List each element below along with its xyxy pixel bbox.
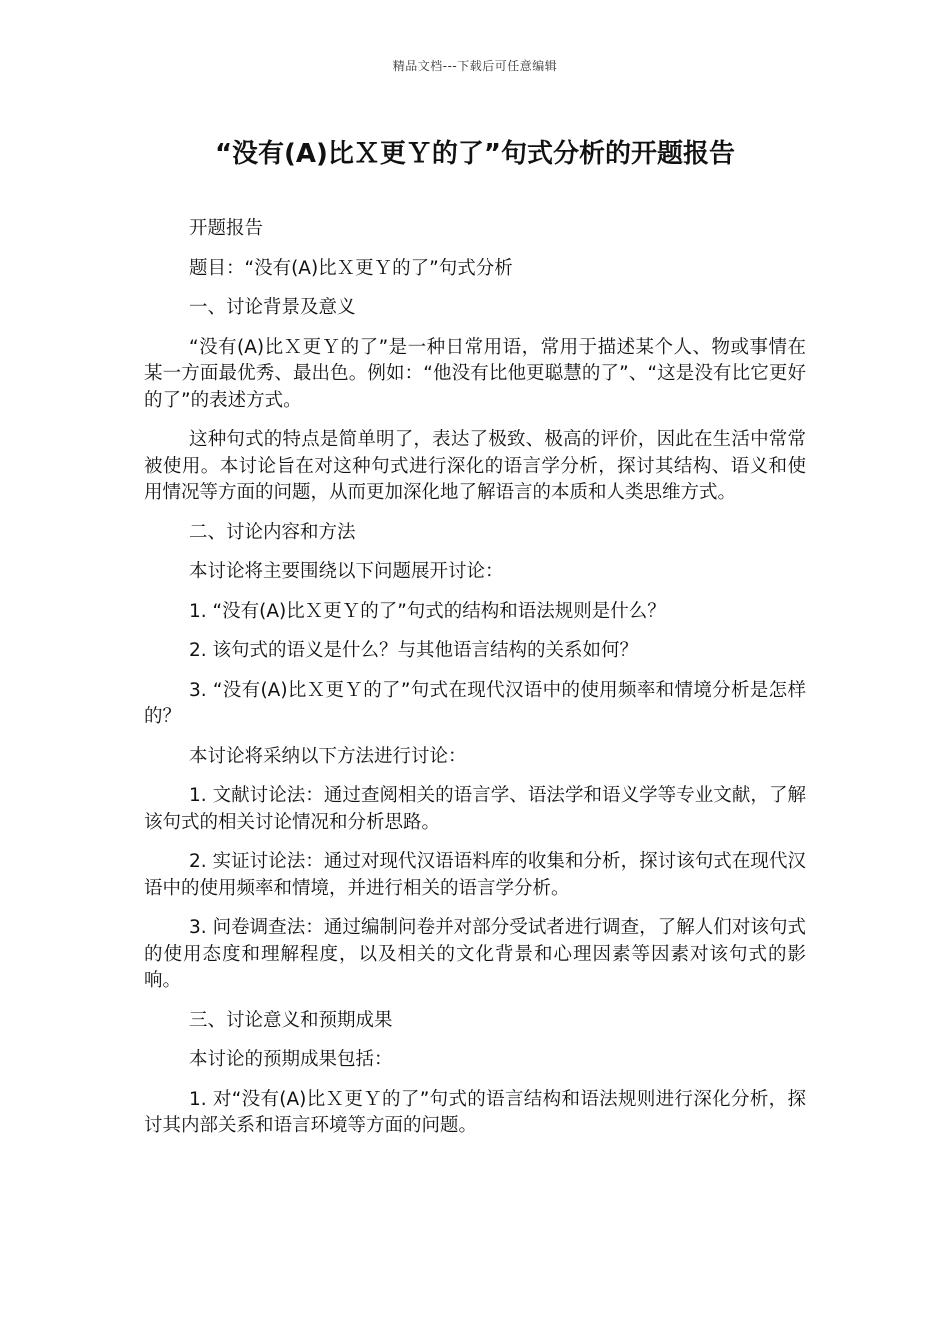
question-item-1: 1. “没有(A)比Ｘ更Ｙ的了”句式的结构和语法规则是什么？ <box>189 600 666 622</box>
outcome-item-1: 1. 对“没有(A)比Ｘ更Ｙ的了”句式的语言结构和语法规则进行深化分析，探讨其内部关系和语言环境等方面的问题。 <box>144 1088 806 1136</box>
document-body <box>144 216 806 1153</box>
paragraph-background-2: 这种句式的特点是简单明了，表达了极致、极高的评价，因此在生活中常常被使用。本讨论旨在对这种句式进行深化的语言学分析，探讨其结构、语义和使用情况等方面的问题，从而更加深化地了解语言的本质和人类思维方式。 <box>144 429 806 503</box>
paragraph-outcomes-intro: 本讨论的预期成果包括： <box>189 1049 393 1070</box>
method-item-3: 3. 问卷调查法：通过编制问卷并对部分受试者进行调查，了解人们对该句式的使用态度和理解程度，以及相关的文化背景和心理因素等因素对该句式的影响。 <box>144 917 806 991</box>
section-heading-background: 一、讨论背景及意义 <box>189 297 356 318</box>
document-title: “没有(A)比Ｘ更Ｙ的了”句式分析的开题报告 <box>214 139 736 169</box>
paragraph-methods-intro: 本讨论将采纳以下方法进行讨论： <box>189 745 467 767</box>
method-item-2: 2. 实证讨论法：通过对现代汉语语料库的收集和分析，探讨该句式在现代汉语中的使用频率和情境，并进行相关的语言学分析。 <box>144 851 806 899</box>
section-heading-content-methods: 二、讨论内容和方法 <box>189 521 356 543</box>
paragraph-background-1: “没有(A)比Ｘ更Ｙ的了”是一种日常用语，常用于描述某个人、物或事情在某一方面最优秀、最出色。例如：“他没有比他更聪慧的了”、“这是没有比它更好的了”的表述方式。 <box>144 336 806 411</box>
question-item-3: 3. “没有(A)比Ｘ更Ｙ的了”句式在现代汉语中的使用频率和情境分析是怎样的？ <box>144 679 806 727</box>
page-header-note: 精品文档---下载后可任意编辑 <box>392 59 558 73</box>
paragraph-report-label: 开题报告 <box>189 218 264 239</box>
section-heading-significance: 三、讨论意义和预期成果 <box>189 1009 393 1031</box>
paragraph-questions-intro: 本讨论将主要围绕以下问题展开讨论： <box>189 561 504 582</box>
question-item-2: 2. 该句式的语义是什么？与其他语言结构的关系如何？ <box>189 640 639 661</box>
paragraph-topic: 题目：“没有(A)比Ｘ更Ｙ的了”句式分析 <box>189 257 513 279</box>
method-item-1: 1. 文献讨论法：通过查阅相关的语言学、语法学和语义学等专业文献，了解该句式的相关讨论情况和分析思路。 <box>144 785 806 833</box>
